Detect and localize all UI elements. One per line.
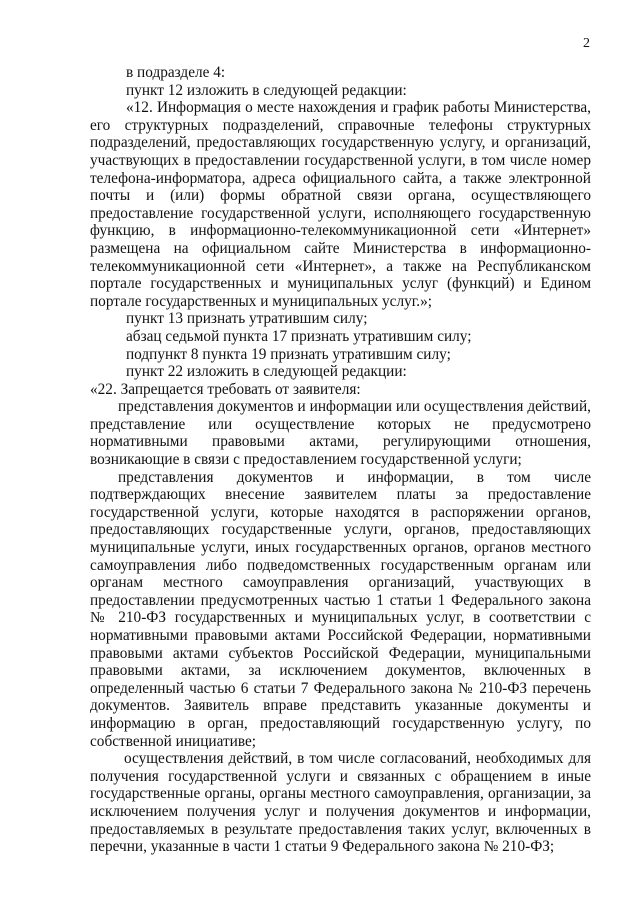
page-number: 2	[583, 36, 590, 51]
paragraph: пункт 22 изложить в следующей редакции:	[126, 363, 407, 381]
paragraph: представления документов и информации, в том числе подтверждающих внесение заявителем платы за предоставление государственной услуги, которые находятся в распоряжении органов, предоставляющих государственные услуги, органов, предоставляющих муниципальные услуги, иных государственных органов, органов местного самоуправления либо подведомственных государственным органам или органам местного самоуправления организаций, участвующих в предоставлении предусмотренных частью 1 статьи 1 Федерального закона № 210-ФЗ государственных и муниципальных услуг, в соответствии с нормативными правовыми актами Российской Федерации, нормативными правовыми актами субъектов Российской Федерации, муниципальными правовыми актами, за исключением документов, включенных в определенный частью 6 статьи 7 Федерального закона № 210-ФЗ перечень документов. Заявитель вправе представить указанные документы и информацию в орган, предоставляющий государственную услугу, по собственной инициативе;	[90, 468, 591, 750]
paragraph: в подразделе 4:	[126, 64, 226, 81]
paragraph: пункт 12 изложить в следующей редакции:	[126, 81, 407, 99]
paragraph: осуществления действий, в том числе согласований, необходимых для получения государственной услуги и связанных с обращением в иные государственные органы, органы местного самоуправления, организации, за исключением получения услуг и получения документов и информации, предоставляемых в результате предоставления таких услуг, включенных в перечни, указанные в части 1 статьи 9 Федерального закона № 210-ФЗ;	[90, 750, 591, 856]
paragraph: «12. Информация о месте нахождения и график работы Министерства, его структурных подразделений, справочные телефоны структурных подразделений, предоставляющих государственную услугу, и организаций, участвующих в предоставлении государственной услуги, в том числе номер телефона-информатора, адреса официального сайта, а также электронной почты и (или) формы обратной связи органа, осуществляющего предоставление государственной услуги, исполняющего государственную функцию, в информационно-телекоммуникационной сети «Интернет» размещена на официальном сайте Министерства в информационно-телекоммуникационной сети «Интернет», а также на Республиканском портале государственных и муниципальных услуг (функций) и Едином портале государственных и муниципальных услуг.»;	[90, 99, 591, 310]
paragraph: «22. Запрещается требовать от заявителя:	[90, 380, 361, 398]
paragraph: пункт 13 признать утратившим силу;	[126, 310, 368, 328]
paragraph: подпункт 8 пункта 19 признать утратившим силу;	[126, 345, 451, 363]
paragraph: представления документов и информации или осуществления действий, представление или осуществление которых не предусмотрено нормативными правовыми актами, регулирующими отношения, возникающие в связи с предоставлением государственной услуги;	[90, 398, 591, 469]
paragraph: абзац седьмой пункта 17 признать утратившим силу;	[126, 327, 472, 345]
document-body	[90, 64, 591, 856]
